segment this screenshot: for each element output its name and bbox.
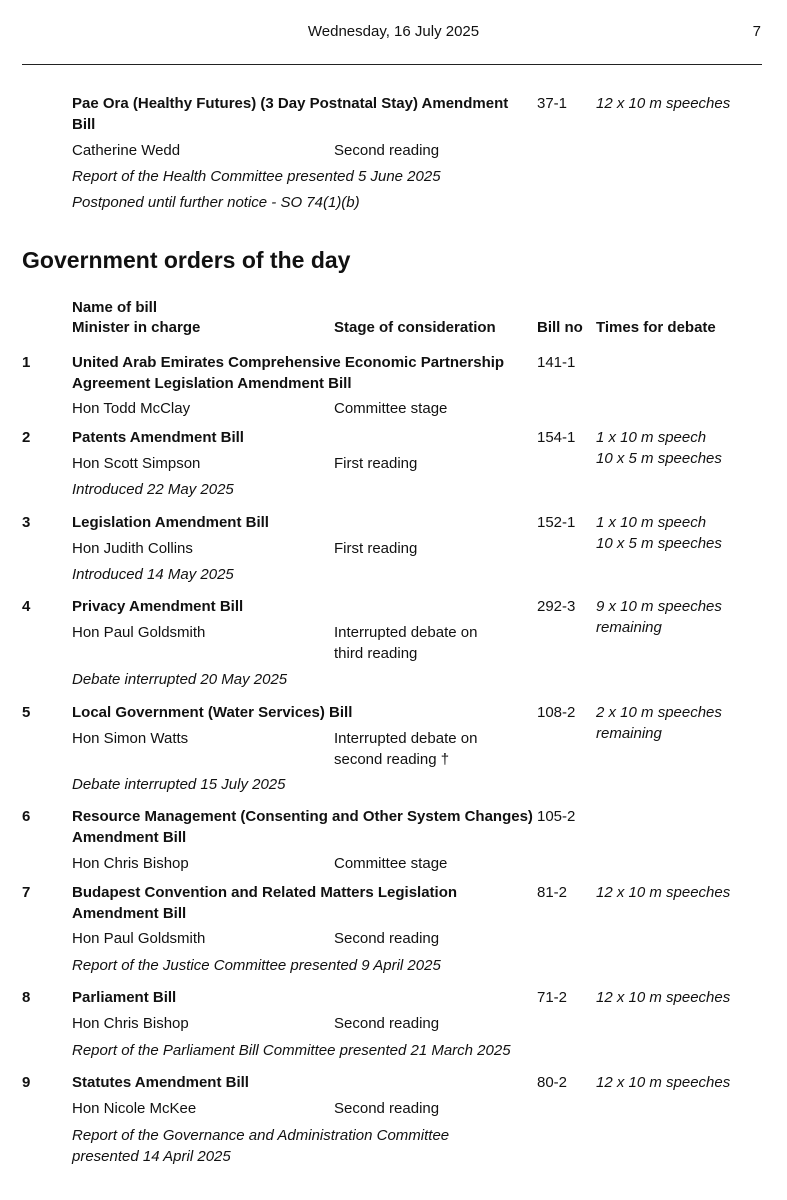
previous-item-title-line2: Bill (72, 116, 96, 133)
order-number: 1 (22, 354, 31, 371)
page-number: 7 (752, 23, 761, 40)
order-bill-title: Resource Management (Consenting and Other System Changes) (72, 808, 533, 825)
order-bill-title: Parliament Bill (72, 989, 177, 1006)
order-stage: Committee stage (334, 855, 448, 872)
column-header-stage: Stage of consideration (334, 319, 496, 336)
order-bill-title: Local Government (Water Services) Bill (72, 704, 353, 721)
order-bill-no: 81-2 (537, 884, 568, 901)
order-debate-times: remaining (596, 619, 662, 636)
order-stage: Second reading (334, 1100, 440, 1117)
order-stage: third reading (334, 645, 418, 662)
column-header-bill-no: Bill no (537, 319, 583, 336)
order-number: 5 (22, 704, 31, 721)
order-bill-no: 152-1 (537, 514, 576, 531)
order-bill-title: Amendment Bill (72, 905, 187, 922)
order-note: Report of the Justice Committee presented 9 April 2025 (72, 957, 441, 974)
order-debate-times: 9 x 10 m speeches (596, 598, 722, 615)
order-bill-no: 141-1 (537, 354, 576, 371)
order-bill-title: Agreement Legislation Amendment Bill (72, 375, 352, 392)
order-minister: Hon Paul Goldsmith (72, 624, 206, 641)
order-note: Debate interrupted 20 May 2025 (72, 671, 288, 688)
order-minister: Hon Simon Watts (72, 730, 189, 747)
order-debate-times: 12 x 10 m speeches (596, 1074, 731, 1091)
order-stage: Committee stage (334, 400, 448, 417)
order-number: 6 (22, 808, 31, 825)
order-note: Report of the Governance and Administration Committee (72, 1127, 450, 1144)
order-bill-no: 292-3 (537, 598, 576, 615)
header-divider (22, 64, 762, 65)
order-debate-times: 2 x 10 m speeches (596, 704, 722, 721)
order-stage: Interrupted debate on (334, 624, 478, 641)
order-stage: second reading † (334, 751, 450, 768)
order-note: presented 14 April 2025 (72, 1148, 231, 1165)
order-number: 4 (22, 598, 31, 615)
order-debate-times: 12 x 10 m speeches (596, 989, 731, 1006)
order-note: Introduced 22 May 2025 (72, 481, 234, 498)
order-stage: Second reading (334, 930, 440, 947)
order-minister: Hon Judith Collins (72, 540, 193, 557)
order-bill-title: United Arab Emirates Comprehensive Economic Partnership (72, 354, 505, 371)
order-minister: Hon Chris Bishop (72, 1015, 189, 1032)
order-bill-no: 105-2 (537, 808, 576, 825)
order-bill-title: Patents Amendment Bill (72, 429, 244, 446)
page-header (0, 0, 787, 66)
order-minister: Hon Todd McClay (72, 400, 191, 417)
order-minister: Hon Scott Simpson (72, 455, 201, 472)
column-header-minister: Minister in charge (72, 319, 201, 336)
order-note: Introduced 14 May 2025 (72, 566, 234, 583)
previous-item-member: Catherine Wedd (72, 142, 181, 159)
order-bill-no: 154-1 (537, 429, 576, 446)
previous-item-times: 12 x 10 m speeches (596, 95, 731, 112)
order-number: 9 (22, 1074, 31, 1091)
order-minister: Hon Chris Bishop (72, 855, 189, 872)
previous-item-stage: Second reading (334, 142, 440, 159)
order-minister: Hon Paul Goldsmith (72, 930, 206, 947)
order-debate-times: 10 x 5 m speeches (596, 450, 722, 467)
order-debate-times: 10 x 5 m speeches (596, 535, 722, 552)
order-stage: Second reading (334, 1015, 440, 1032)
order-debate-times: remaining (596, 725, 662, 742)
order-stage: First reading (334, 455, 418, 472)
order-debate-times: 1 x 10 m speech (596, 514, 707, 531)
order-stage: First reading (334, 540, 418, 557)
order-note: Debate interrupted 15 July 2025 (72, 776, 286, 793)
previous-item-title-line1: Pae Ora (Healthy Futures) (3 Day Postnatal Stay) Amendment (72, 95, 509, 112)
header-date: Wednesday, 16 July 2025 (307, 23, 480, 40)
order-bill-no: 80-2 (537, 1074, 568, 1091)
order-stage: Interrupted debate on (334, 730, 478, 747)
order-bill-title: Privacy Amendment Bill (72, 598, 244, 615)
order-number: 3 (22, 514, 31, 531)
column-header-times: Times for debate (596, 319, 716, 336)
order-bill-no: 108-2 (537, 704, 576, 721)
order-debate-times: 12 x 10 m speeches (596, 884, 731, 901)
previous-item-bill-no: 37-1 (537, 95, 568, 112)
section-title: Government orders of the day (22, 247, 351, 273)
order-bill-no: 71-2 (537, 989, 568, 1006)
order-note: Report of the Parliament Bill Committee presented 21 March 2025 (72, 1042, 511, 1059)
order-minister: Hon Nicole McKee (72, 1100, 197, 1117)
column-header-name-of-bill: Name of bill (72, 299, 158, 316)
order-bill-title: Legislation Amendment Bill (72, 514, 269, 531)
previous-item-note2: Postponed until further notice - SO 74(1)(b) (72, 194, 360, 211)
order-number: 8 (22, 989, 31, 1006)
order-debate-times: 1 x 10 m speech (596, 429, 707, 446)
order-bill-title: Amendment Bill (72, 829, 187, 846)
previous-item-note1: Report of the Health Committee presented 5 June 2025 (72, 168, 441, 185)
order-number: 7 (22, 884, 31, 901)
order-number: 2 (22, 429, 31, 446)
order-bill-title: Budapest Convention and Related Matters Legislation (72, 884, 458, 901)
order-bill-title: Statutes Amendment Bill (72, 1074, 249, 1091)
